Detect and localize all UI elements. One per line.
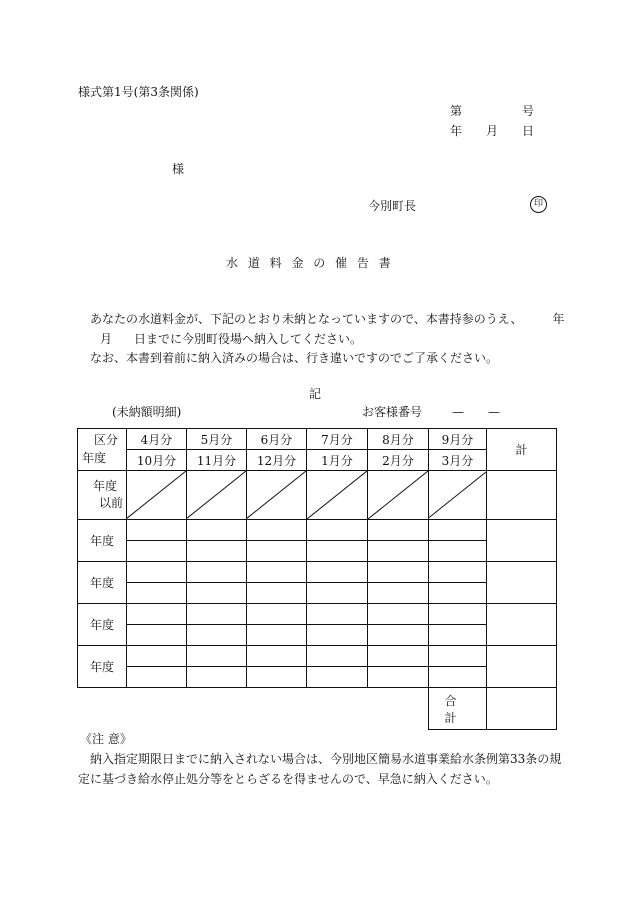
grand-total-label <box>429 688 487 730</box>
date-month: 月 <box>486 124 499 138</box>
amount-cell <box>127 520 187 541</box>
amount-cell <box>247 625 307 646</box>
prior-cell-diagonal <box>429 471 487 520</box>
prior-cell-diagonal <box>368 471 429 520</box>
year-total-cell <box>487 646 557 688</box>
amount-cell <box>429 646 487 667</box>
amount-cell <box>368 646 429 667</box>
addressee-honorific: 様 <box>172 162 185 176</box>
amount-cell <box>247 646 307 667</box>
amount-cell <box>187 625 247 646</box>
date-year: 年 <box>450 124 463 138</box>
amount-cell <box>429 583 487 604</box>
month-header: 7月分 <box>307 429 368 450</box>
month-header: 4月分 <box>127 429 187 450</box>
prior-cell-diagonal <box>307 471 368 520</box>
number-prefix: 第 <box>450 104 463 118</box>
month-header: 11月分 <box>187 450 247 471</box>
amount-cell <box>127 583 187 604</box>
notes-title: 《注 意》 <box>80 732 132 746</box>
customer-number <box>362 406 500 418</box>
amount-cell <box>368 625 429 646</box>
prior-cell-diagonal <box>247 471 307 520</box>
body-year: 年 <box>552 312 565 326</box>
amount-cell <box>307 562 368 583</box>
amount-cell <box>247 583 307 604</box>
amount-cell <box>247 604 307 625</box>
amount-cell <box>187 646 247 667</box>
number-suffix: 号 <box>522 104 535 118</box>
document-title: 水 道 料 金 の 催 告 書 <box>226 256 394 270</box>
amount-cell <box>187 562 247 583</box>
amount-cell <box>368 604 429 625</box>
body-month: 月 <box>100 332 113 346</box>
body-line-3: なお、本書到着前に納入済みの場合は、行き違いですのでご了承ください。 <box>90 351 499 365</box>
body-line-2-text: 日までに今別町役場へ納入してください。 <box>134 332 363 346</box>
amount-cell <box>127 646 187 667</box>
amount-cell <box>368 520 429 541</box>
amount-cell <box>307 646 368 667</box>
amount-cell <box>187 667 247 688</box>
month-header: 9月分 <box>429 429 487 450</box>
record-ki: 記 <box>309 387 322 401</box>
corner-header <box>78 429 127 471</box>
grand-total-cell <box>487 688 557 730</box>
prior-years-label <box>78 471 127 520</box>
year-label: 年度 <box>78 520 127 562</box>
amount-cell <box>247 667 307 688</box>
month-header: 2月分 <box>368 450 429 471</box>
seal-mark: 印 <box>530 196 547 213</box>
amount-cell <box>368 583 429 604</box>
date-day: 日 <box>522 124 535 138</box>
amount-cell <box>127 541 187 562</box>
amount-cell <box>368 667 429 688</box>
amount-cell <box>247 541 307 562</box>
amount-cell <box>127 667 187 688</box>
arrears-table <box>77 428 557 730</box>
amount-cell <box>429 520 487 541</box>
amount-cell <box>127 604 187 625</box>
prior-total-cell <box>487 471 557 520</box>
amount-cell <box>307 604 368 625</box>
amount-cell <box>307 667 368 688</box>
amount-cell <box>368 562 429 583</box>
amount-cell <box>187 604 247 625</box>
year-label: 年度 <box>78 562 127 604</box>
year-total-cell <box>487 520 557 562</box>
customer-number-sep-2: — <box>488 405 501 419</box>
amount-cell <box>187 583 247 604</box>
amount-cell <box>307 583 368 604</box>
month-header: 5月分 <box>187 429 247 450</box>
amount-cell <box>247 520 307 541</box>
amount-cell <box>429 625 487 646</box>
amount-cell <box>127 562 187 583</box>
form-number: 様式第1号(第3条関係) <box>78 85 199 99</box>
amount-cell <box>429 562 487 583</box>
prior-years-bottom: 以前 <box>98 496 123 510</box>
amount-cell <box>429 541 487 562</box>
body-line-1 <box>90 313 565 325</box>
amount-cell <box>187 541 247 562</box>
corner-bottom: 年度 <box>82 450 107 465</box>
total-col-header: 計 <box>487 429 557 471</box>
year-total-cell <box>487 604 557 646</box>
amount-cell <box>368 541 429 562</box>
amount-cell <box>307 520 368 541</box>
month-header: 6月分 <box>247 429 307 450</box>
amount-cell <box>247 562 307 583</box>
month-header: 8月分 <box>368 429 429 450</box>
year-total-cell <box>487 562 557 604</box>
prior-cell-diagonal <box>127 471 187 520</box>
amount-cell <box>307 625 368 646</box>
detail-label: (未納額明細) <box>112 405 182 419</box>
prior-years-top: 年度 <box>92 478 117 493</box>
amount-cell <box>127 625 187 646</box>
month-header: 10月分 <box>127 450 187 471</box>
notes-line-2: 定に基づき給水停止処分等をとらざるを得ませんので、早急に納入ください。 <box>78 772 498 786</box>
year-label: 年度 <box>78 646 127 688</box>
customer-number-label: お客様番号 <box>362 405 423 419</box>
notes-line-1: 納入指定期限日までに納入されない場合は、今別地区簡易水道事業給水条例第33条の規 <box>90 752 562 766</box>
month-header: 1月分 <box>307 450 368 471</box>
prior-cell-diagonal <box>187 471 247 520</box>
amount-cell <box>307 541 368 562</box>
amount-cell <box>429 604 487 625</box>
corner-top: 区分 <box>94 433 119 448</box>
customer-number-sep-1: — <box>452 405 465 419</box>
body-line-2 <box>100 333 362 345</box>
blank-area <box>78 688 429 730</box>
month-header: 3月分 <box>429 450 487 471</box>
body-line-1-text: あなたの水道料金が、下記のとおり未納となっていますので、本書持参のうえ、 <box>90 312 523 326</box>
month-header: 12月分 <box>247 450 307 471</box>
amount-cell <box>187 520 247 541</box>
amount-cell <box>429 667 487 688</box>
grand-total-text: 合 計 <box>444 693 471 725</box>
year-label: 年度 <box>78 604 127 646</box>
sender-title: 今別町長 <box>368 199 417 213</box>
